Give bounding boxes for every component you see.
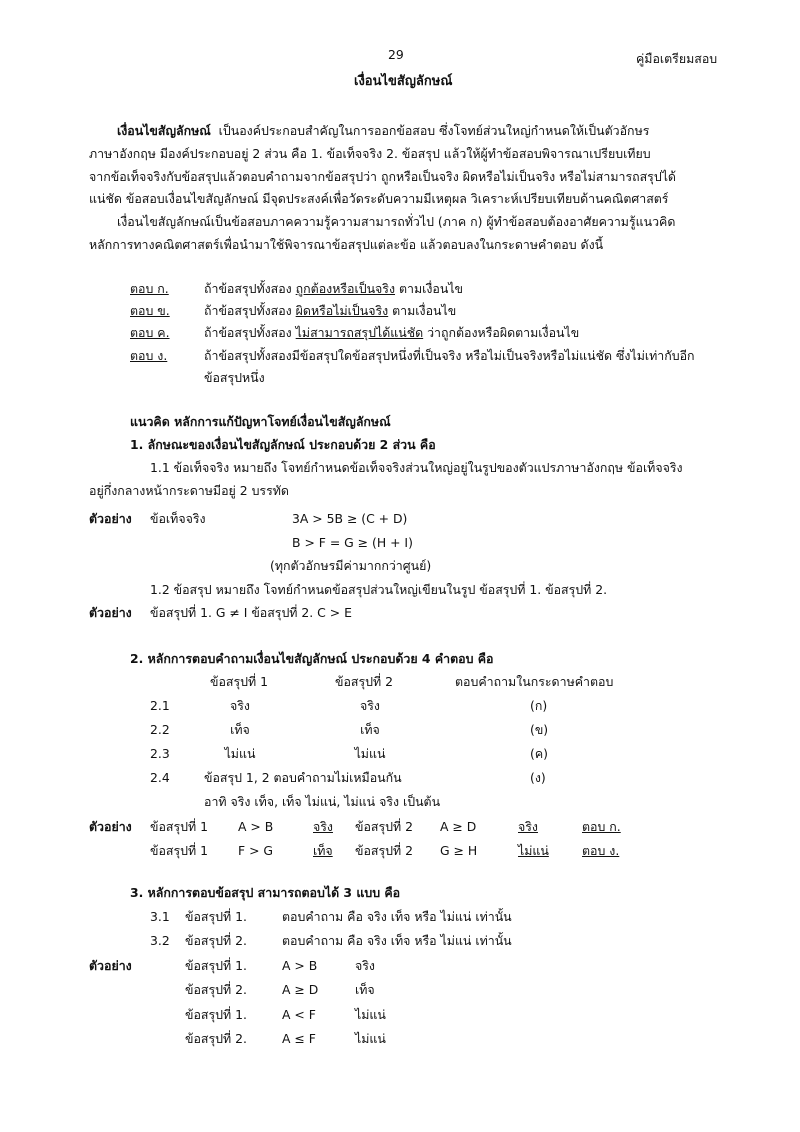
intro-line-1 — [117, 124, 649, 139]
answer-text-c: ถ้าข้อสรุปทั้งสอง ไม่สามารถสรุปได้แน่ชัด ว่าถูกต้องหรือผิดตามเงื่อนไข — [204, 325, 580, 340]
s3-ex-label: ข้อสรุปที่ 1. — [185, 958, 247, 973]
section2-row-ans: (ข) — [530, 722, 549, 737]
page-number: 29 — [388, 47, 404, 62]
section1-1-line1: 1.1 ข้อเท็จจริง หมายถึง โจทย์กำหนดข้อเท็จจริงส่วนใหญ่อยู่ในรูปของตัวแปรภาษาอังกฤษ ข้อเท็จจริง — [150, 460, 683, 475]
example-fact-note: (ทุกตัวอักษรมีค่ามากกว่าศูนย์) — [270, 558, 432, 573]
example-label-2: ตัวอย่าง — [89, 605, 132, 620]
ex-row2-ans: ตอบ ง. — [582, 843, 620, 858]
section2-row4-text: ข้อสรุป 1, 2 ตอบคำถามไม่เหมือนกัน — [204, 770, 402, 785]
s3-ex-expr: A ≤ F — [282, 1031, 316, 1046]
answer-text-d-cont: ข้อสรุปหนึ่ง — [204, 370, 265, 385]
example-conclusions: ข้อสรุปที่ 1. G ≠ I ข้อสรุปที่ 2. C > E — [150, 605, 352, 620]
section2-heading: 2. หลักการตอบคำถามเงื่อนไขสัญลักษณ์ ประกอบด้วย 4 คำตอบ คือ — [130, 651, 494, 666]
intro-text: เป็นองค์ประกอบสำคัญในการออกข้อสอบ ซึ่งโจทย์ส่วนใหญ่กำหนดให้เป็นตัวอักษร — [218, 123, 650, 138]
section3-item-label: ข้อสรุปที่ 2. — [185, 933, 247, 948]
s3-ex-expr: A > B — [282, 958, 318, 973]
section2-row-num: 2.2 — [150, 722, 170, 737]
ex-row2-e2: G ≥ H — [440, 843, 478, 858]
section1-heading: 1. ลักษณะของเงื่อนไขสัญลักษณ์ ประกอบด้วย 2 ส่วน คือ — [130, 437, 436, 452]
section2-row4-sub: อาทิ จริง เท็จ, เท็จ ไม่แน่, ไม่แน่ จริง เป็นต้น — [204, 794, 441, 809]
section3-item-label: ข้อสรุปที่ 1. — [185, 909, 247, 924]
ex-row1-ans: ตอบ ก. — [582, 819, 621, 834]
page-title: เงื่อนไขสัญลักษณ์ — [354, 74, 453, 89]
section1-1-line2: อยู่กึ่งกลางหน้ากระดาษมีอยู่ 2 บรรทัด — [89, 483, 289, 498]
section2-row-c1: ไม่แน่ — [224, 746, 256, 761]
section2-row-c2: ไม่แน่ — [354, 746, 386, 761]
s3-ex-expr: A < F — [282, 1007, 316, 1022]
section3-item-num: 3.1 — [150, 909, 170, 924]
s3-ex-result: จริง — [355, 958, 375, 973]
section3-item-text: ตอบคำถาม คือ จริง เท็จ หรือ ไม่แน่ เท่านั้น — [282, 909, 512, 924]
book-title: คู่มือเตรียมสอบ — [636, 51, 718, 66]
concept-heading: แนวคิด หลักการแก้ปัญหาโจทย์เงื่อนไขสัญลักษณ์ — [130, 414, 391, 429]
section3-item-num: 3.2 — [150, 933, 170, 948]
section2-col1-header: ข้อสรุปที่ 1 — [210, 674, 268, 689]
section2-col3-header: ตอบคำถามในกระดาษคำตอบ — [455, 674, 614, 689]
intro-term: เงื่อนไขสัญลักษณ์ — [117, 123, 211, 138]
ex-row1-r1: จริง — [313, 819, 333, 834]
answer-label-c: ตอบ ค. — [130, 325, 170, 340]
answer-label-b: ตอบ ข. — [130, 303, 170, 318]
ex-row1-c1: ข้อสรุปที่ 1 — [150, 819, 208, 834]
ex-row1-e1: A > B — [238, 819, 274, 834]
answer-text-b: ถ้าข้อสรุปทั้งสอง ผิดหรือไม่เป็นจริง ตามเงื่อนไข — [204, 303, 457, 318]
example-label-1: ตัวอย่าง — [89, 511, 132, 526]
section3-item-text: ตอบคำถาม คือ จริง เท็จ หรือ ไม่แน่ เท่านั้น — [282, 933, 512, 948]
s3-ex-label: ข้อสรุปที่ 1. — [185, 1007, 247, 1022]
example-label-3: ตัวอย่าง — [89, 819, 132, 834]
section2-col2-header: ข้อสรุปที่ 2 — [335, 674, 393, 689]
s3-ex-expr: A ≥ D — [282, 982, 319, 997]
answer-text-d: ถ้าข้อสรุปทั้งสองมีข้อสรุปใดข้อสรุปหนึ่งที่เป็นจริง หรือไม่เป็นจริงหรือไม่แน่ชัด ซึ่งไม่เท่ากับอีก — [204, 348, 695, 363]
s3-ex-result: ไม่แน่ — [355, 1007, 386, 1022]
intro-line-4: แน่ชัด ข้อสอบเงื่อนไขสัญลักษณ์ มีจุดประสงค์เพื่อวัดระดับความมีเหตุผล วิเคราะห์เปรียบเทียบด้านคณิตศาสตร์ — [89, 191, 669, 206]
section2-row-c2: เท็จ — [360, 722, 380, 737]
s3-ex-label: ข้อสรุปที่ 2. — [185, 1031, 247, 1046]
section2-row4-num: 2.4 — [150, 770, 170, 785]
example-fact-label: ข้อเท็จจริง — [150, 511, 206, 526]
section2-row-num: 2.1 — [150, 698, 170, 713]
example-fact-line2: B > F = G ≥ (H + I) — [292, 535, 413, 550]
ex-row2-c2: ข้อสรุปที่ 2 — [355, 843, 413, 858]
intro-line-5: เงื่อนไขสัญลักษณ์เป็นข้อสอบภาคความรู้ความสามารถทั่วไป (ภาค ก) ผู้ทำข้อสอบต้องอาศัยความรู้แนวคิด — [117, 214, 676, 229]
answer-label-d: ตอบ ง. — [130, 348, 168, 363]
section3-heading: 3. หลักการตอบข้อสรุป สามารถตอบได้ 3 แบบ คือ — [130, 885, 401, 900]
ex-row2-e1: F > G — [238, 843, 273, 858]
section2-row-num: 2.3 — [150, 746, 170, 761]
answer-label-a: ตอบ ก. — [130, 281, 169, 296]
section2-row-ans: (ค) — [530, 746, 548, 761]
intro-line-6: หลักการทางคณิตศาสตร์เพื่อนำมาใช้พิจารณาข้อสรุปแต่ละข้อ แล้วตอบลงในกระดาษคำตอบ ดังนี้ — [89, 237, 604, 252]
s3-ex-label: ข้อสรุปที่ 2. — [185, 982, 247, 997]
answer-text-a: ถ้าข้อสรุปทั้งสอง ถูกต้องหรือเป็นจริง ตามเงื่อนไข — [204, 281, 464, 296]
ex-row2-c1: ข้อสรุปที่ 1 — [150, 843, 208, 858]
ex-row2-r2: ไม่แน่ — [518, 843, 549, 858]
intro-line-2: ภาษาอังกฤษ มีองค์ประกอบอยู่ 2 ส่วน คือ 1. ข้อเท็จจริง 2. ข้อสรุป แล้วให้ผู้ทำข้อสอบพิจารณาเปรียบเทียบ — [89, 146, 651, 161]
section1-2: 1.2 ข้อสรุป หมายถึง โจทย์กำหนดข้อสรุปส่วนใหญ่เขียนในรูป ข้อสรุปที่ 1. ข้อสรุปที่ 2. — [150, 582, 608, 597]
section2-row-ans: (ก) — [530, 698, 548, 713]
example-fact-line1: 3A > 5B ≥ (C + D) — [292, 511, 408, 526]
section2-row-c2: จริง — [360, 698, 380, 713]
section2-row-c1: จริง — [230, 698, 250, 713]
intro-line-3: จากข้อเท็จจริงกับข้อสรุปแล้วตอบคำถามจากข้อสรุปว่า ถูกหรือเป็นจริง ผิดหรือไม่เป็นจริง หรือไม่สามารถสรุปได้ — [89, 169, 676, 184]
s3-ex-result: เท็จ — [355, 982, 375, 997]
ex-row1-e2: A ≥ D — [440, 819, 477, 834]
example-label-4: ตัวอย่าง — [89, 958, 132, 973]
ex-row1-c2: ข้อสรุปที่ 2 — [355, 819, 413, 834]
section2-row4-ans: (ง) — [530, 770, 546, 785]
s3-ex-result: ไม่แน่ — [355, 1031, 386, 1046]
section2-row-c1: เท็จ — [230, 722, 250, 737]
ex-row2-r1: เท็จ — [313, 843, 333, 858]
ex-row1-r2: จริง — [518, 819, 538, 834]
